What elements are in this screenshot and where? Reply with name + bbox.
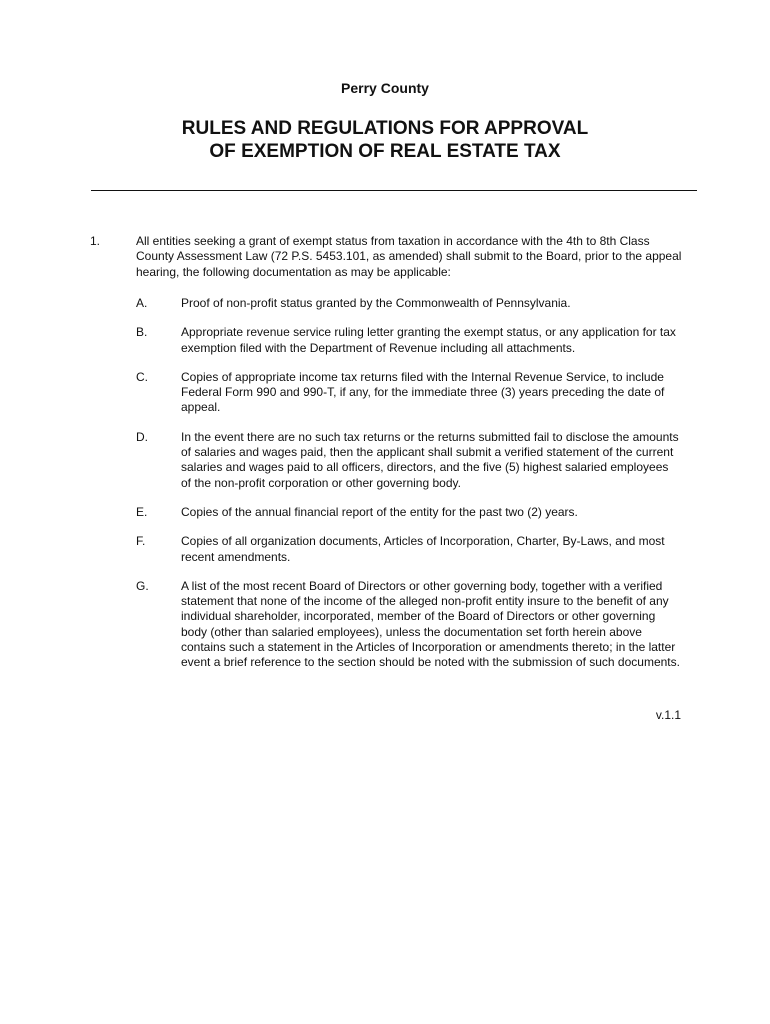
title-line-1: RULES AND REGULATIONS FOR APPROVAL (181, 118, 589, 139)
horizontal-divider (91, 190, 697, 191)
list-item (136, 430, 684, 491)
list-item-letter: E. (136, 504, 148, 519)
list-item (136, 534, 684, 565)
list-item-text: Appropriate revenue service ruling letter granting the exempt status, or any application for tax exemption filed with the Department of Revenue including all attachments. (181, 325, 676, 355)
county-name: Perry County (341, 80, 429, 96)
list-item-letter: C. (136, 369, 148, 384)
list-item-text: Proof of non-profit status granted by the Commonwealth of Pennsylvania. (181, 296, 571, 310)
list-item-letter: G. (136, 578, 149, 593)
list-item-letter: D. (136, 429, 148, 444)
list-item-text: A list of the most recent Board of Directors or other governing body, together with a verified statement that none of the income of the alleged non-profit entity insure to the benefit of any individual shareholder, incorporated, member of the Board of Directors or other governing body (other than salaried employees), unless the documentation set forth herein above contains such a statement in the Articles of Incorporation or amendments thereto; in the latter event a brief reference to the section should be noted with the submission of such documents. (181, 578, 680, 670)
list-item (136, 370, 684, 416)
section-number: 1. (90, 234, 101, 248)
page-title (0, 117, 770, 163)
list-item-letter: A. (136, 296, 148, 310)
list-item (136, 325, 684, 356)
version-label: v.1.1 (655, 708, 681, 722)
list-item-letter: B. (136, 325, 148, 340)
list-item-letter: F. (136, 534, 146, 549)
section-text: All entities seeking a grant of exempt status from taxation in accordance with the 4th to 8th Class County Assessment Law (72 P.S. 5453.101, as amended) shall submit to the Board, prior to the appeal hearing, the following documentation as may be applicable: (136, 234, 682, 279)
list-item-text: In the event there are no such tax returns or the returns submitted fail to disclose the amounts of salaries and wages paid, then the applicant shall submit a verified statement of the current salaries and wages paid to all officers, directors, and the five (5) highest salaried employees of the non-profit corporation or other governing body. (181, 429, 679, 490)
title-line-2: OF EXEMPTION OF REAL ESTATE TAX (209, 141, 561, 162)
list-item (136, 296, 684, 311)
list-item-text: Copies of appropriate income tax returns filed with the Internal Revenue Service, to include Federal Form 990 and 990-T, if any, for the immediate three (3) years preceding the date of appeal. (181, 369, 665, 415)
list-item (136, 579, 684, 671)
list-item-text: Copies of the annual financial report of the entity for the past two (2) years. (181, 504, 578, 519)
requirements-list (136, 296, 684, 685)
list-item (136, 505, 684, 520)
list-item-text: Copies of all organization documents, Articles of Incorporation, Charter, By-Laws, and most recent amendments. (181, 534, 665, 564)
